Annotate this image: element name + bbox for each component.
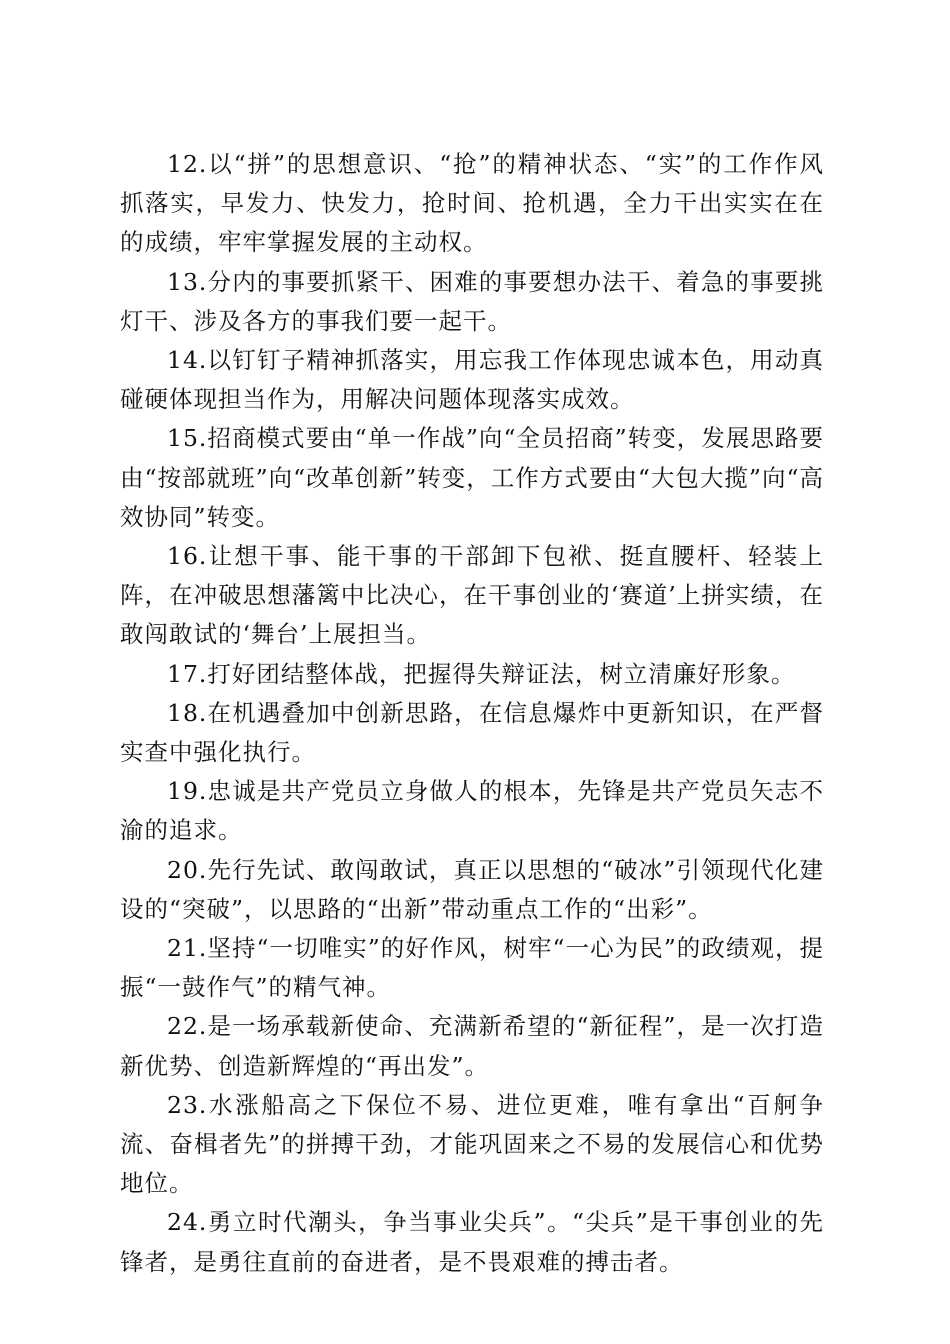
paragraph-22: 22.是一场承载新使命、充满新希望的“新征程”，是一次打造新优势、创造新辉煌的“再出发”。	[120, 1012, 824, 1080]
paragraph-20: 20.先行先试、敢闯敢试，真正以思想的“破冰”引领现代化建设的“突破”，以思路的“出新”带动重点工作的“出彩”。	[120, 855, 824, 923]
paragraph-19: 19.忠诚是共产党员立身做人的根本，先锋是共产党员矢志不渝的追求。	[120, 777, 824, 845]
paragraph-18: 18.在机遇叠加中创新思路，在信息爆炸中更新知识，在严督实查中强化执行。	[120, 698, 824, 767]
paragraph-21: 21.坚持“一切唯实”的好作风，树牢“一心为民”的政绩观，提振“一鼓作气”的精气神。	[120, 934, 824, 1002]
paragraph-24: 24.勇立时代潮头，争当事业尖兵”。“尖兵”是干事创业的先锋者，是勇往直前的奋进者，是不畏艰难的搏击者。	[120, 1208, 824, 1276]
paragraph-16: 16.让想干事、能干事的干部卸下包袱、挺直腰杆、轻装上阵，在冲破思想藩篱中比决心，在干事创业的‘赛道’上拼实绩，在敢闯敢试的‘舞台’上展担当。	[120, 542, 824, 649]
paragraph-13: 13.分内的事要抓紧干、困难的事要想办法干、着急的事要挑灯干、涉及各方的事我们要一起干。	[120, 267, 824, 335]
paragraph-12: 12.以“拼”的思想意识、“抢”的精神状态、“实”的工作作风抓落实，早发力、快发力，抢时间、抢机遇，全力干出实实在在的成绩，牢牢掌握发展的主动权。	[120, 150, 824, 257]
paragraph-15: 15.招商模式要由“单一作战”向“全员招商”转变，发展思路要由“按部就班”向“改革创新”转变，工作方式要由“大包大揽”向“高效协同”转变。	[120, 424, 824, 531]
document-page	[120, 145, 824, 1282]
paragraph-23: 23.水涨船高之下保位不易、进位更难，唯有拿出“百舸争流、奋楫者先”的拼搏干劲，才能巩固来之不易的发展信心和优势地位。	[120, 1090, 824, 1198]
paragraph-17: 17.打好团结整体战，把握得失辩证法，树立清廉好形象。	[167, 659, 796, 688]
paragraph-14: 14.以钉钉子精神抓落实，用忘我工作体现忠诚本色，用动真碰硬体现担当作为，用解决问题体现落实成效。	[120, 346, 824, 414]
